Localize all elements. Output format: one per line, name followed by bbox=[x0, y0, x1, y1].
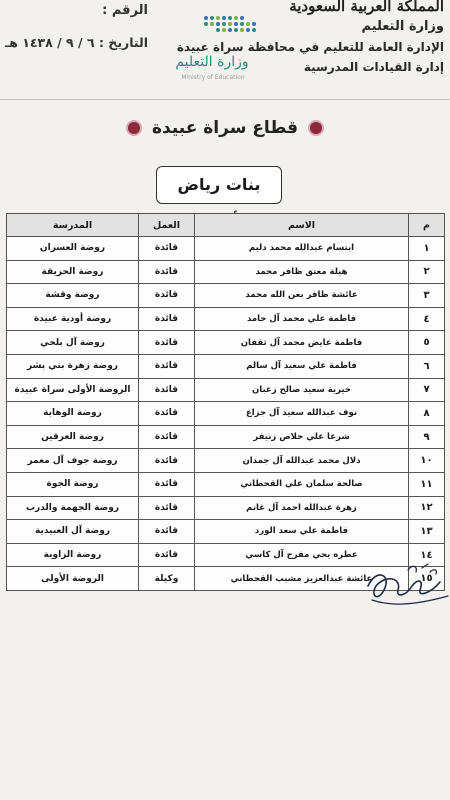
row-role: قائدة bbox=[139, 354, 195, 378]
row-role: قائدة bbox=[139, 496, 195, 520]
ornament-icon bbox=[128, 122, 140, 134]
table-header-row bbox=[7, 214, 445, 237]
logo-dot bbox=[228, 16, 232, 20]
logo-dot bbox=[228, 28, 232, 32]
row-school: الروضة الأولى bbox=[7, 567, 139, 591]
logo-dot bbox=[216, 28, 220, 32]
row-name: فاطمة علي سعد الورد bbox=[195, 520, 409, 544]
row-role: قائدة bbox=[139, 237, 195, 261]
department-name: الإدارة العامة للتعليم في محافظة سراة عبيدة bbox=[176, 40, 444, 54]
row-role: قائدة bbox=[139, 543, 195, 567]
document-date: التاريخ : ٦ / ٩ / ١٤٣٨ هـ bbox=[4, 35, 148, 50]
row-number: ١١ bbox=[409, 472, 445, 496]
row-role: قائدة bbox=[139, 331, 195, 355]
row-number: ١٢ bbox=[409, 496, 445, 520]
row-name: هيلة معتق ظافر محمد bbox=[195, 260, 409, 284]
table-row bbox=[7, 237, 445, 261]
table-row bbox=[7, 425, 445, 449]
logo-dot bbox=[246, 22, 250, 26]
table-row bbox=[7, 472, 445, 496]
logo-dot bbox=[246, 28, 250, 32]
logo-dot bbox=[204, 22, 208, 26]
row-number: ١٣ bbox=[409, 520, 445, 544]
col-header-number: م bbox=[409, 214, 445, 237]
col-header-name: الاسم bbox=[195, 214, 409, 237]
row-school: روضة الوهابة bbox=[7, 402, 139, 426]
header-divider bbox=[0, 99, 450, 100]
row-number: ٩ bbox=[409, 425, 445, 449]
row-name: فاطمة علي محمد آل حامد bbox=[195, 307, 409, 331]
row-name: فاطمة عايض محمد آل ثقفان bbox=[195, 331, 409, 355]
row-number: ٢ bbox=[409, 260, 445, 284]
ministry-logo bbox=[160, 16, 260, 88]
logo-dot bbox=[252, 22, 256, 26]
ornament-icon bbox=[310, 122, 322, 134]
row-number: ٤ bbox=[409, 307, 445, 331]
row-name: نوف عبدالله سعيد آل جزاع bbox=[195, 402, 409, 426]
table-row bbox=[7, 496, 445, 520]
reference-label: الرقم : bbox=[102, 3, 148, 18]
row-number: ١ bbox=[409, 237, 445, 261]
row-school: روضة زهرة بني بشر bbox=[7, 354, 139, 378]
row-school: روضة أودية عبيدة bbox=[7, 307, 139, 331]
row-name: عائشة عبدالعزيز مشبب القحطاني bbox=[195, 567, 409, 591]
kingdom-name: المملكة العربية السعودية bbox=[289, 0, 444, 15]
row-school: روضة آل العبيدية bbox=[7, 520, 139, 544]
row-number: ١٥ bbox=[409, 567, 445, 591]
row-role: قائدة bbox=[139, 307, 195, 331]
logo-dot bbox=[240, 22, 244, 26]
row-school: روضة العرقين bbox=[7, 425, 139, 449]
table-row bbox=[7, 520, 445, 544]
logo-dot bbox=[210, 16, 214, 20]
logo-dot bbox=[222, 22, 226, 26]
logo-dot bbox=[216, 16, 220, 20]
logo-dot bbox=[234, 28, 238, 32]
row-name: دلال محمد عبدالله آل جمدان bbox=[195, 449, 409, 473]
staff-table bbox=[6, 213, 444, 591]
logo-dot bbox=[222, 28, 226, 32]
logo-text-ar: وزارة التعليم bbox=[175, 54, 249, 70]
col-header-role: العمل bbox=[139, 214, 195, 237]
row-school: روضة آل بلحي bbox=[7, 331, 139, 355]
logo-dot bbox=[234, 16, 238, 20]
row-name: زهرة عبدالله احمد آل غانم bbox=[195, 496, 409, 520]
sector-title: قطاع سراة عبيدة bbox=[151, 118, 299, 138]
row-number: ٥ bbox=[409, 331, 445, 355]
row-role: قائدة bbox=[139, 472, 195, 496]
row-name: عطره يحي مفرح آل كاسي bbox=[195, 543, 409, 567]
row-school: روضة جوف آل معمر bbox=[7, 449, 139, 473]
row-school: روضة الحريقة bbox=[7, 260, 139, 284]
row-role: قائدة bbox=[139, 378, 195, 402]
logo-dot bbox=[228, 22, 232, 26]
letterhead bbox=[176, 0, 444, 74]
row-role: قائدة bbox=[139, 449, 195, 473]
row-name: خيرية سعيد صالح زعبان bbox=[195, 378, 409, 402]
row-school: روضة الجوة bbox=[7, 472, 139, 496]
row-number: ٣ bbox=[409, 284, 445, 308]
table-row bbox=[7, 402, 445, 426]
logo-text-en: Ministry of Education bbox=[181, 74, 245, 81]
row-school: روضة العسران bbox=[7, 237, 139, 261]
logo-dot bbox=[240, 16, 244, 20]
handwritten-signature bbox=[362, 556, 450, 626]
row-role: قائدة bbox=[139, 425, 195, 449]
table-row bbox=[7, 284, 445, 308]
row-school: روضة وقشة bbox=[7, 284, 139, 308]
table-row bbox=[7, 449, 445, 473]
row-number: ٨ bbox=[409, 402, 445, 426]
logo-dot bbox=[204, 16, 208, 20]
table-row bbox=[7, 260, 445, 284]
row-role: قائدة bbox=[139, 284, 195, 308]
row-number: ٧ bbox=[409, 378, 445, 402]
table-row bbox=[7, 378, 445, 402]
logo-dot bbox=[222, 16, 226, 20]
row-role: وكيلة bbox=[139, 567, 195, 591]
row-number: ١٠ bbox=[409, 449, 445, 473]
logo-dot bbox=[234, 22, 238, 26]
logo-dot bbox=[240, 28, 244, 32]
ministry-name: وزارة التعليم bbox=[361, 19, 444, 34]
table-row bbox=[7, 307, 445, 331]
logo-dot bbox=[252, 28, 256, 32]
row-role: قائدة bbox=[139, 402, 195, 426]
row-role: قائدة bbox=[139, 520, 195, 544]
row-name: عائشة ظافر بعن الله محمد bbox=[195, 284, 409, 308]
row-school: الروضة الأولى سراة عبيدة bbox=[7, 378, 139, 402]
category-title-box: بنات رياض bbox=[156, 166, 282, 204]
sector-heading bbox=[0, 118, 450, 138]
table-row bbox=[7, 354, 445, 378]
logo-dot bbox=[210, 22, 214, 26]
row-number: ١٤ bbox=[409, 543, 445, 567]
row-name: فاطمة علي سعيد آل سالم bbox=[195, 354, 409, 378]
table-row bbox=[7, 331, 445, 355]
unit-name: إدارة القيادات المدرسية bbox=[303, 60, 444, 74]
row-name: صالحة سلمان علي القحطاني bbox=[195, 472, 409, 496]
col-header-school: المدرسة bbox=[7, 214, 139, 237]
row-role: قائدة bbox=[139, 260, 195, 284]
logo-dot bbox=[216, 22, 220, 26]
row-school: روضة الجهمة والدرب bbox=[7, 496, 139, 520]
row-number: ٦ bbox=[409, 354, 445, 378]
row-school: روضة الزاوية bbox=[7, 543, 139, 567]
reference-block bbox=[4, 0, 148, 50]
row-name: ابتسام عبدالله محمد دليم bbox=[195, 237, 409, 261]
row-name: شرعا علي حلاص زنيفر bbox=[195, 425, 409, 449]
